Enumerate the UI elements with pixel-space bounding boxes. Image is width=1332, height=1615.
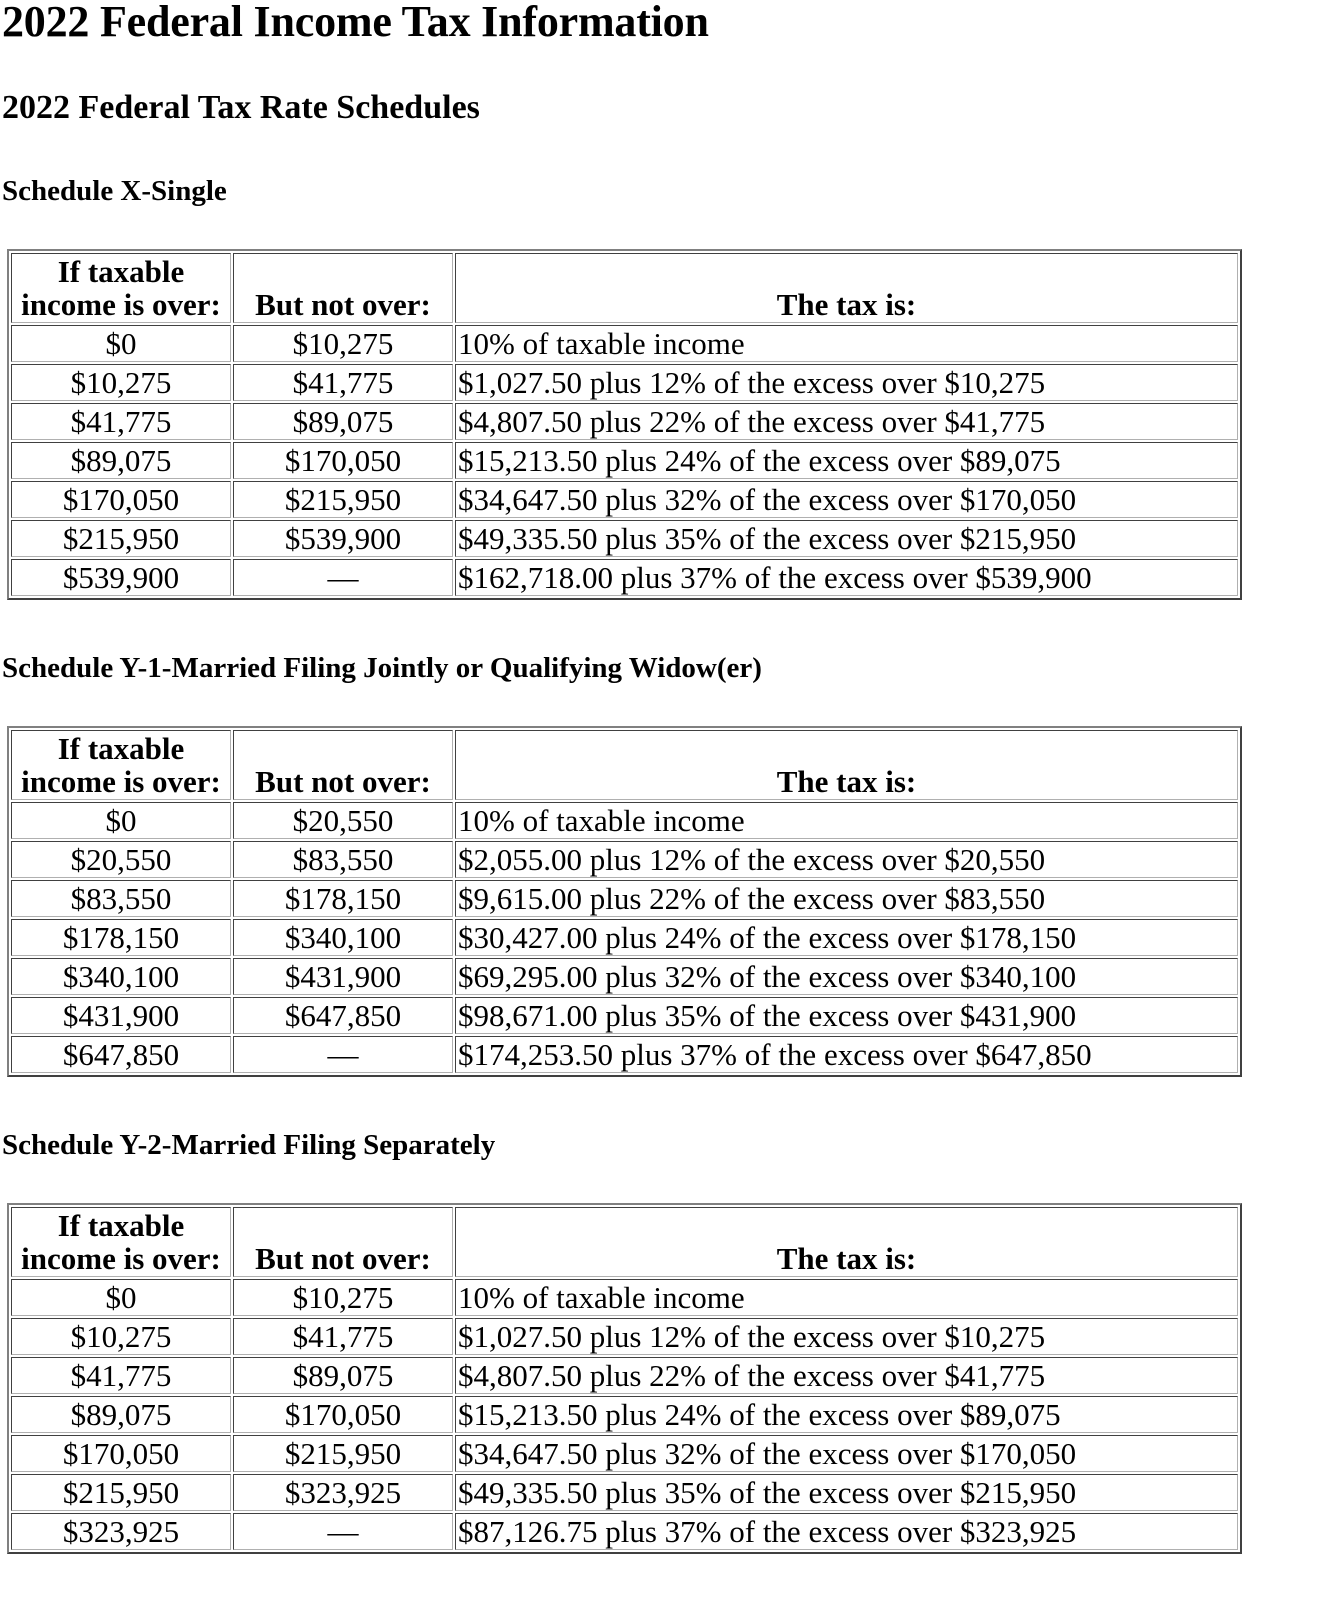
cell-income-over: $539,900 <box>11 559 231 596</box>
table-row <box>11 958 1238 995</box>
cell-not-over: $89,075 <box>233 403 453 440</box>
header-income-over: If taxable income is over: <box>11 1207 231 1277</box>
cell-tax: $1,027.50 plus 12% of the excess over $10,275 <box>455 1318 1238 1355</box>
cell-tax: $4,807.50 plus 22% of the excess over $41,775 <box>455 403 1238 440</box>
cell-not-over: $10,275 <box>233 1279 453 1316</box>
cell-not-over: — <box>233 559 453 596</box>
table-row <box>11 442 1238 479</box>
header-not-over: But not over: <box>233 730 453 800</box>
cell-tax: $162,718.00 plus 37% of the excess over $539,900 <box>455 559 1238 596</box>
cell-not-over: $178,150 <box>233 880 453 917</box>
schedule-x-title: Schedule X-Single <box>2 175 227 207</box>
header-tax-is: The tax is: <box>455 730 1238 800</box>
cell-income-over: $431,900 <box>11 997 231 1034</box>
cell-income-over: $170,050 <box>11 481 231 518</box>
schedule-y1-table <box>7 726 1242 1077</box>
cell-tax: $30,427.00 plus 24% of the excess over $178,150 <box>455 919 1238 956</box>
cell-tax: $9,615.00 plus 22% of the excess over $83,550 <box>455 880 1238 917</box>
table-row <box>11 880 1238 917</box>
cell-income-over: $0 <box>11 802 231 839</box>
cell-income-over: $83,550 <box>11 880 231 917</box>
table-header-row <box>11 730 1238 800</box>
cell-income-over: $215,950 <box>11 1474 231 1511</box>
cell-tax: 10% of taxable income <box>455 802 1238 839</box>
cell-not-over: $10,275 <box>233 325 453 362</box>
cell-tax: $69,295.00 plus 32% of the excess over $340,100 <box>455 958 1238 995</box>
schedule-y1-title: Schedule Y-1-Married Filing Jointly or Qualifying Widow(er) <box>2 652 762 684</box>
header-income-over: If taxable income is over: <box>11 730 231 800</box>
table-header-row <box>11 253 1238 323</box>
cell-tax: 10% of taxable income <box>455 1279 1238 1316</box>
cell-tax: 10% of taxable income <box>455 325 1238 362</box>
cell-not-over: $215,950 <box>233 481 453 518</box>
page-title: 2022 Federal Income Tax Information <box>2 0 709 46</box>
cell-not-over: $647,850 <box>233 997 453 1034</box>
table-row <box>11 520 1238 557</box>
cell-income-over: $178,150 <box>11 919 231 956</box>
cell-tax: $34,647.50 plus 32% of the excess over $170,050 <box>455 481 1238 518</box>
cell-income-over: $647,850 <box>11 1036 231 1073</box>
cell-not-over: $431,900 <box>233 958 453 995</box>
table-row <box>11 1036 1238 1073</box>
cell-not-over: $215,950 <box>233 1435 453 1472</box>
cell-not-over: $340,100 <box>233 919 453 956</box>
cell-income-over: $89,075 <box>11 1396 231 1433</box>
page <box>2 0 1322 1549</box>
cell-income-over: $340,100 <box>11 958 231 995</box>
cell-income-over: $0 <box>11 1279 231 1316</box>
cell-tax: $15,213.50 plus 24% of the excess over $89,075 <box>455 442 1238 479</box>
table-row <box>11 1357 1238 1394</box>
table-row <box>11 1474 1238 1511</box>
cell-not-over: $170,050 <box>233 442 453 479</box>
cell-not-over: — <box>233 1513 453 1550</box>
header-tax-is: The tax is: <box>455 1207 1238 1277</box>
cell-income-over: $215,950 <box>11 520 231 557</box>
table-row <box>11 1435 1238 1472</box>
schedule-y2-title: Schedule Y-2-Married Filing Separately <box>2 1129 496 1161</box>
table-row <box>11 841 1238 878</box>
table-row <box>11 1279 1238 1316</box>
header-not-over: But not over: <box>233 1207 453 1277</box>
table-row <box>11 403 1238 440</box>
header-not-over: But not over: <box>233 253 453 323</box>
cell-tax: $2,055.00 plus 12% of the excess over $20,550 <box>455 841 1238 878</box>
cell-not-over: — <box>233 1036 453 1073</box>
cell-not-over: $83,550 <box>233 841 453 878</box>
cell-income-over: $0 <box>11 325 231 362</box>
table-row <box>11 559 1238 596</box>
cell-tax: $34,647.50 plus 32% of the excess over $170,050 <box>455 1435 1238 1472</box>
cell-income-over: $89,075 <box>11 442 231 479</box>
table-row <box>11 919 1238 956</box>
schedule-y2-table <box>7 1203 1242 1554</box>
cell-tax: $87,126.75 plus 37% of the excess over $323,925 <box>455 1513 1238 1550</box>
cell-not-over: $539,900 <box>233 520 453 557</box>
cell-not-over: $89,075 <box>233 1357 453 1394</box>
cell-income-over: $10,275 <box>11 364 231 401</box>
cell-tax: $1,027.50 plus 12% of the excess over $10,275 <box>455 364 1238 401</box>
table-row <box>11 325 1238 362</box>
schedule-x-table <box>7 249 1242 600</box>
cell-not-over: $20,550 <box>233 802 453 839</box>
table-row <box>11 1513 1238 1550</box>
cell-tax: $15,213.50 plus 24% of the excess over $89,075 <box>455 1396 1238 1433</box>
table-row <box>11 364 1238 401</box>
header-income-over: If taxable income is over: <box>11 253 231 323</box>
cell-income-over: $170,050 <box>11 1435 231 1472</box>
cell-tax: $174,253.50 plus 37% of the excess over $647,850 <box>455 1036 1238 1073</box>
cell-income-over: $41,775 <box>11 403 231 440</box>
cell-tax: $98,671.00 plus 35% of the excess over $431,900 <box>455 997 1238 1034</box>
cell-income-over: $20,550 <box>11 841 231 878</box>
cell-tax: $49,335.50 plus 35% of the excess over $215,950 <box>455 520 1238 557</box>
table-row <box>11 1318 1238 1355</box>
cell-not-over: $323,925 <box>233 1474 453 1511</box>
header-tax-is: The tax is: <box>455 253 1238 323</box>
table-row <box>11 481 1238 518</box>
table-row <box>11 802 1238 839</box>
page-subtitle: 2022 Federal Tax Rate Schedules <box>2 89 480 126</box>
cell-income-over: $323,925 <box>11 1513 231 1550</box>
cell-income-over: $10,275 <box>11 1318 231 1355</box>
cell-income-over: $41,775 <box>11 1357 231 1394</box>
cell-not-over: $170,050 <box>233 1396 453 1433</box>
table-row <box>11 997 1238 1034</box>
table-header-row <box>11 1207 1238 1277</box>
cell-not-over: $41,775 <box>233 364 453 401</box>
cell-tax: $4,807.50 plus 22% of the excess over $41,775 <box>455 1357 1238 1394</box>
cell-not-over: $41,775 <box>233 1318 453 1355</box>
cell-tax: $49,335.50 plus 35% of the excess over $215,950 <box>455 1474 1238 1511</box>
table-row <box>11 1396 1238 1433</box>
